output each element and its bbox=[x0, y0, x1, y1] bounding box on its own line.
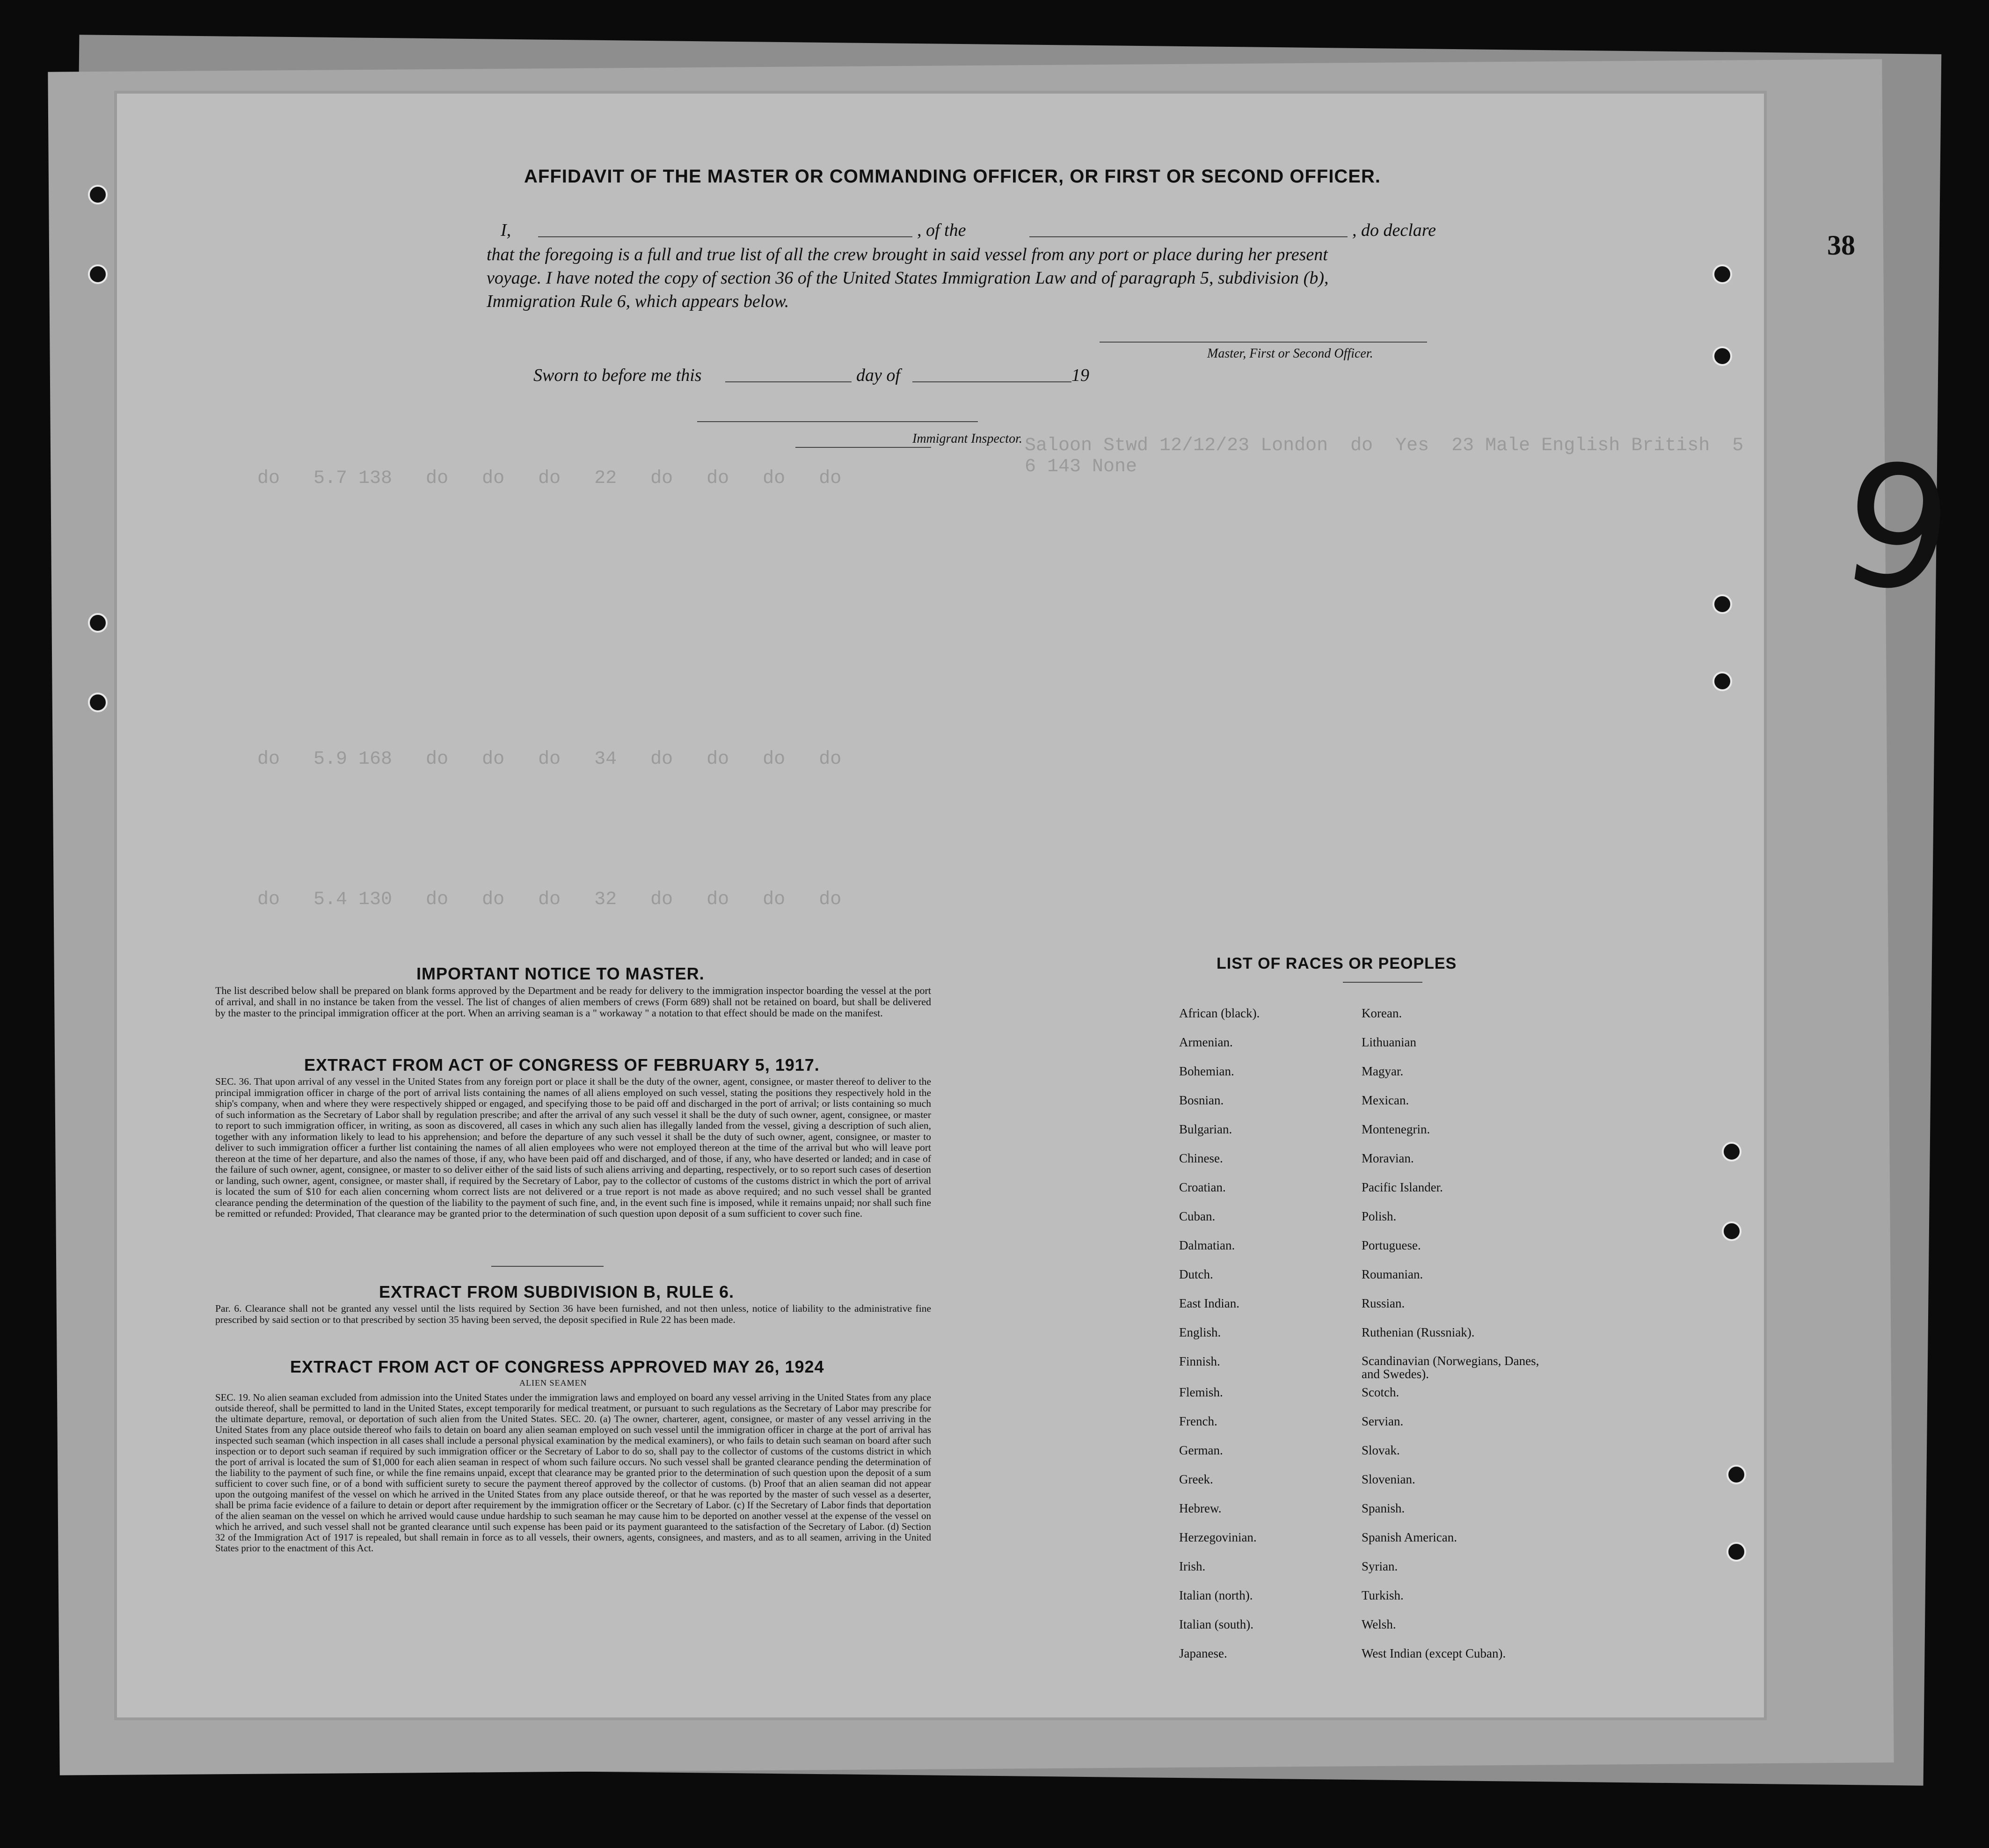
race-item: Scandinavian (Norwegians, Danes, and Swedes). bbox=[1362, 1354, 1539, 1381]
race-item: Croatian. bbox=[1179, 1180, 1226, 1194]
race-item: Italian (north). bbox=[1179, 1588, 1253, 1602]
affidavit-of-the: , of the bbox=[917, 220, 966, 240]
race-item: Irish. bbox=[1179, 1559, 1206, 1573]
binder-hole bbox=[1712, 346, 1732, 366]
race-item: Bosnian. bbox=[1179, 1093, 1224, 1107]
divider bbox=[491, 1266, 604, 1267]
binder-hole bbox=[88, 613, 108, 633]
race-item: Slovak. bbox=[1362, 1443, 1400, 1457]
race-item: Moravian. bbox=[1362, 1151, 1414, 1165]
binder-hole bbox=[1722, 1221, 1741, 1241]
race-item: Syrian. bbox=[1362, 1559, 1398, 1573]
race-item: African (black). bbox=[1179, 1006, 1260, 1020]
race-item: Spanish American. bbox=[1362, 1530, 1457, 1544]
race-item: Montenegrin. bbox=[1362, 1122, 1430, 1136]
race-item: Herzegovinian. bbox=[1179, 1530, 1257, 1544]
page-number: 38 bbox=[1827, 230, 1855, 261]
bleed-through-text: do 5.9 168 do do do 34 do do do do bbox=[257, 749, 842, 770]
extract-1924-title: EXTRACT FROM ACT OF CONGRESS APPROVED MAY 26, 1924 bbox=[290, 1357, 824, 1376]
extract-1924-body: SEC. 19. No alien seaman excluded from admission into the United States under the immigration laws and employed on board any vessel arriving in the United States from any place outside thereof, shall be permitted to land in the United States, except temporarily for medical treatment, or pursuant to such regulations as the Secretary of Labor may prescribe for the ultimate departure, removal, or deportation of such alien from the United States. SEC. 20. (a) The owner, charterer, agent, consignee, or master of any vessel arriving in the United States from any place outside thereof who fails to detain on board any alien seaman employed on such vessel until the immigration officer in charge at the port of arrival has inspected such seaman (which inspection in all cases shall include a personal physical examination by the medical examiners), or who fails to detain such seaman on board after such inspection or to deport such seaman if required by such immigration officer or the Secretary of Labor to do so, shall pay to the collector of customs of the customs district in which the port of arrival is located the sum of $1,000 for each alien seaman in respect of whom such failure occurs. No such vessel shall be granted clearance pending the determination of the liability to the payment of such fine, or while the fine remains unpaid, except that clearance may be granted prior to the determination of such question upon the deposit of a sum sufficient to cover such fine, or of a bond with sufficient surety to secure the payment thereof approved by the collector of customs. (b) Proof that an alien seaman did not appear upon the outgoing manifest of the vessel on which he arrived in the United States from any place outside thereof, or that he was reported by the master of such vessel as a deserter, shall be prima facie evidence of a failure to detain or deport after requirement by the immigration officer or the Secretary of Labor. (c) If the Secretary of Labor finds that deportation of the alien seaman on the vessel on which he arrived would cause undue hardship to such seaman he may cause him to be deported on another vessel at the expense of the vessel on which he arrived, and such vessel shall not be granted clearance until such expense has been paid or its payment guaranteed to the satisfaction of the Secretary of Labor. (d) Section 32 of the Immigration Act of 1917 is repealed, but shall remain in force as to all vessels, their owners, agents, consignees, and masters, and as to all seamen, arriving in the United States prior to the enactment of this Act. bbox=[215, 1392, 931, 1554]
race-item: Scotch. bbox=[1362, 1385, 1399, 1399]
race-item: Hebrew. bbox=[1179, 1501, 1222, 1515]
races-right-column bbox=[1362, 1006, 1558, 1675]
notice-body: The list described below shall be prepared on blank forms approved by the Department and be ready for delivery to the immigration inspector boarding the vessel at the port of arrival, and shall in no instance be taken from the vessel. The list of changes of alien members of crews (Form 689) shall not be retained on board, but shall be delivered by the master to the principal immigration officer at the port. When an arriving seaman is a " workaway " a notation to that effect should be made on the manifest. bbox=[215, 985, 931, 1019]
signature-blank bbox=[1100, 342, 1427, 343]
race-item: Flemish. bbox=[1179, 1385, 1223, 1399]
race-item: Welsh. bbox=[1362, 1617, 1396, 1631]
race-item: Chinese. bbox=[1179, 1151, 1223, 1165]
race-item: Polish. bbox=[1362, 1209, 1397, 1223]
affidavit-line-2: that the foregoing is a full and true list of all the crew brought in said vessel from any port or place during her present bbox=[487, 245, 1328, 264]
bleed-through-text: Saloon Stwd 12/12/23 London do Yes 23 Male English British 5 6 143 None bbox=[1025, 435, 1744, 477]
race-item: Italian (south). bbox=[1179, 1617, 1253, 1631]
divider bbox=[1343, 982, 1422, 983]
extract-1917-body: SEC. 36. That upon arrival of any vessel in the United States from any foreign port or place it shall be the duty of the owner, agent, consignee, or master thereof to deliver to the principal immigration officer in charge of the port of arrival lists containing the names of all aliens employed on such vessel, stating the positions they respectively hold in the ship's company, when and where they were respectively shipped or engaged, and specifying those to be paid off and discharged in the port of arrival; or lists containing so much of such information as the Secretary of Labor shall by regulation prescribe; and after the arrival of any such vessel it shall be the duty of such owner, agent, consignee, or master to report to such immigration officer, in writing, as soon as discovered, all cases in which any such alien has illegally landed from the vessel, giving a description of such alien, together with any information likely to lead to his apprehension; and before the departure of any such vessel it shall be the duty of such owner, agent, consignee, or master to deliver to such immigration officer a further list containing the names of all alien employees who were not employed thereon at the time of the arrival but who will leave port thereon at the time of her departure, and also the names of those, if any, who have been paid off and discharged, and of those, if any, who have deserted or landed; and in case of the failure of such owner, agent, consignee, or master to so deliver either of the said lists of such aliens arriving and departing, respectively, or to so report such cases of desertion or landing, such owner, agent, consignee, or master shall, if required by the Secretary of Labor, pay to the collector of customs of the customs district in which the port of arrival is located the sum of $10 for each alien concerning whom correct lists are not delivered or a true report is not made as above required; and no such vessel shall be granted clearance pending the determination of the question of the liability to the payment of such fine, and, in the event such fine is imposed, while it remains unpaid; nor shall such fine be remitted or refunded: Provided, That clearance may be granted prior to the determination of such question upon deposit of a sum sufficient to cover such fine. bbox=[215, 1076, 931, 1219]
race-item: Cuban. bbox=[1179, 1209, 1216, 1223]
binder-hole bbox=[88, 693, 108, 712]
race-item: Japanese. bbox=[1179, 1646, 1227, 1660]
race-item: Bulgarian. bbox=[1179, 1122, 1232, 1136]
affidavit-title: AFFIDAVIT OF THE MASTER OR COMMANDING OFFICER, OR FIRST OR SECOND OFFICER. bbox=[524, 166, 1381, 187]
binder-hole bbox=[1712, 672, 1732, 691]
document-page bbox=[117, 94, 1964, 1717]
bleed-through-text: do 5.7 138 do do do 22 do do do do bbox=[257, 468, 842, 489]
race-item: Ruthenian (Russniak). bbox=[1362, 1325, 1475, 1339]
signature-label: Master, First or Second Officer. bbox=[1207, 346, 1373, 361]
affidavit-line-3: voyage. I have noted the copy of section 36 of the United States Immigration Law and of paragraph 5, subdivision (b), bbox=[487, 268, 1329, 288]
race-item: Servian. bbox=[1362, 1414, 1404, 1428]
race-item: Mexican. bbox=[1362, 1093, 1409, 1107]
race-item: West Indian (except Cuban). bbox=[1362, 1646, 1506, 1660]
year-text: 19 bbox=[1071, 365, 1089, 385]
inspector-blank bbox=[795, 447, 931, 448]
race-item: Bohemian. bbox=[1179, 1064, 1234, 1078]
race-item: Greek. bbox=[1179, 1472, 1213, 1486]
binder-hole bbox=[1712, 264, 1732, 284]
race-item: Turkish. bbox=[1362, 1588, 1404, 1602]
seal-blank bbox=[697, 421, 978, 422]
race-item: Pacific Islander. bbox=[1362, 1180, 1443, 1194]
binder-hole bbox=[1727, 1542, 1746, 1562]
binder-hole bbox=[1727, 1465, 1746, 1484]
subdivision-body: Par. 6. Clearance shall not be granted any vessel until the lists required by Section 36 have been furnished, and not then unless, notice of liability to the administrative fine prescribed by said section or to that prescribed by section 35 having been served, the deposit specified in Rule 22 has been made. bbox=[215, 1303, 931, 1325]
race-item: East Indian. bbox=[1179, 1296, 1239, 1310]
extract-1924-subtitle: ALIEN SEAMEN bbox=[519, 1378, 587, 1388]
race-item: Finnish. bbox=[1179, 1354, 1220, 1368]
race-item: English. bbox=[1179, 1325, 1221, 1339]
affidavit-line-4: Immigration Rule 6, which appears below. bbox=[487, 292, 789, 311]
handwritten-number: 9 bbox=[1830, 424, 1964, 633]
subdivision-title: EXTRACT FROM SUBDIVISION B, RULE 6. bbox=[379, 1282, 735, 1301]
vessel-blank bbox=[1029, 236, 1348, 237]
race-item: Korean. bbox=[1362, 1006, 1402, 1020]
race-item: Portuguese. bbox=[1362, 1238, 1421, 1252]
binder-hole bbox=[1712, 594, 1732, 614]
race-item: Lithuanian bbox=[1362, 1035, 1416, 1049]
race-item: French. bbox=[1179, 1414, 1217, 1428]
month-blank bbox=[912, 381, 1071, 382]
affidavit-declare: , do declare bbox=[1352, 220, 1436, 240]
races-title: LIST OF RACES OR PEOPLES bbox=[1217, 955, 1457, 972]
notice-title: IMPORTANT NOTICE TO MASTER. bbox=[416, 964, 705, 983]
race-item: Slovenian. bbox=[1362, 1472, 1415, 1486]
extract-1917-title: EXTRACT FROM ACT OF CONGRESS OF FEBRUARY 5, 1917. bbox=[304, 1055, 820, 1074]
race-item: Dutch. bbox=[1179, 1267, 1213, 1281]
binder-hole bbox=[88, 185, 108, 205]
race-item: Spanish. bbox=[1362, 1501, 1405, 1515]
races-left-column bbox=[1179, 1006, 1260, 1675]
binder-hole bbox=[88, 264, 108, 284]
bleed-through-text: do 5.4 130 do do do 32 do do do do bbox=[257, 889, 842, 910]
race-item: Russian. bbox=[1362, 1296, 1405, 1310]
name-blank bbox=[538, 236, 912, 237]
binder-hole bbox=[1722, 1142, 1741, 1161]
race-item: Dalmatian. bbox=[1179, 1238, 1235, 1252]
affidavit-i: I, bbox=[501, 220, 511, 240]
race-item: Armenian. bbox=[1179, 1035, 1233, 1049]
sworn-text: Sworn to before me this bbox=[533, 365, 702, 385]
race-item: German. bbox=[1179, 1443, 1223, 1457]
day-blank bbox=[725, 381, 852, 382]
day-of-text: day of bbox=[856, 365, 900, 385]
inspector-label: Immigrant Inspector. bbox=[912, 431, 1022, 446]
race-item: Roumanian. bbox=[1362, 1267, 1423, 1281]
race-item: Magyar. bbox=[1362, 1064, 1404, 1078]
